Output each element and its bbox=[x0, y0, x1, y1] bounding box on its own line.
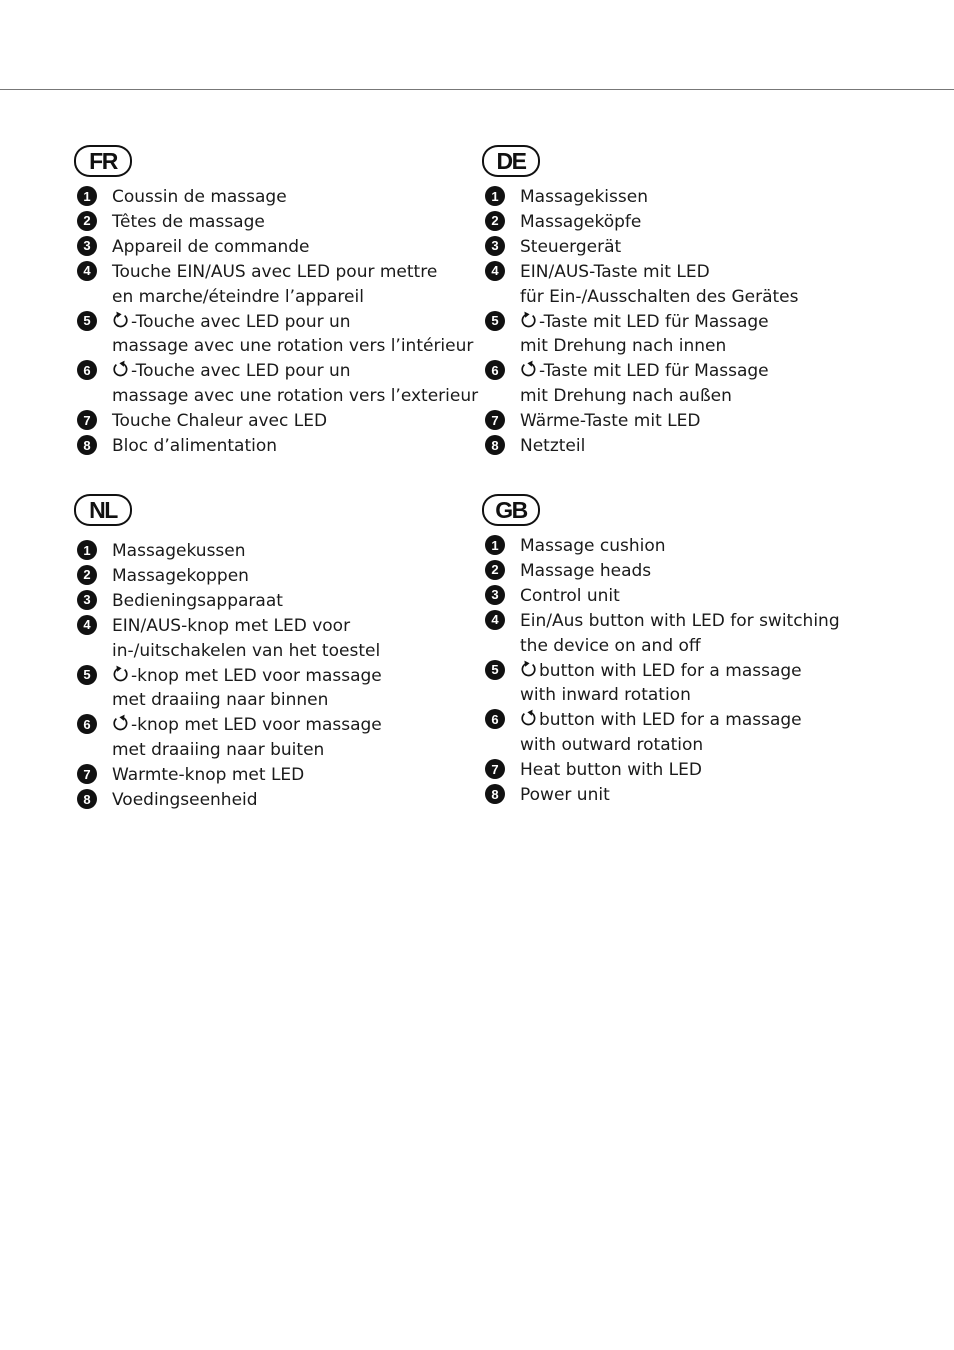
rotate-outward-icon bbox=[112, 715, 131, 735]
item-number-badge: 1 bbox=[485, 186, 505, 206]
rotate-inward-icon bbox=[112, 666, 131, 686]
item-number-badge: 5 bbox=[77, 311, 97, 331]
item-number-badge: 2 bbox=[485, 560, 505, 580]
list-item bbox=[74, 664, 492, 714]
list-item bbox=[482, 609, 900, 659]
list-item bbox=[74, 564, 492, 589]
list-item bbox=[74, 788, 492, 813]
language-badge-de: DE bbox=[482, 145, 540, 177]
item-number-badge: 4 bbox=[77, 615, 97, 635]
item-number-badge: 6 bbox=[77, 714, 97, 734]
item-text: Appareil de commande bbox=[112, 236, 310, 257]
item-text: für Ein-/Ausschalten des Gerätes bbox=[520, 286, 799, 307]
item-number-badge: 5 bbox=[485, 311, 505, 331]
item-text: Massagekissen bbox=[520, 187, 648, 207]
item-text: the device on and off bbox=[520, 635, 701, 656]
item-text: massage avec une rotation vers l’exterieur bbox=[112, 386, 479, 407]
item-number-badge: 7 bbox=[485, 410, 505, 430]
item-text: EIN/AUS-Taste mit LED bbox=[520, 261, 710, 282]
item-text: Wärme-Taste mit LED bbox=[520, 411, 701, 432]
item-number-badge: 6 bbox=[485, 360, 505, 380]
item-text: -Touche avec LED pour un bbox=[131, 311, 351, 332]
item-text: in-/uitschakelen van het toestel bbox=[112, 640, 381, 661]
item-text: button with LED for a massage bbox=[539, 710, 802, 731]
item-number-badge: 1 bbox=[77, 540, 97, 560]
item-text: Power unit bbox=[520, 785, 610, 806]
list-item bbox=[482, 235, 900, 260]
rotate-inward-icon bbox=[112, 312, 131, 332]
rotate-inward-icon bbox=[520, 312, 539, 332]
item-number-badge: 4 bbox=[485, 610, 505, 630]
item-text: Netzteil bbox=[520, 436, 586, 457]
list-item bbox=[74, 210, 492, 235]
item-number-badge: 8 bbox=[485, 784, 505, 804]
list-item bbox=[482, 359, 900, 409]
item-text: Warmte-knop met LED bbox=[112, 765, 305, 786]
list-item bbox=[482, 434, 900, 459]
list-item bbox=[482, 559, 900, 584]
item-number-badge: 1 bbox=[77, 186, 97, 206]
item-text: Bedieningsapparaat bbox=[112, 590, 283, 611]
parts-list bbox=[74, 539, 492, 813]
item-number-badge: 4 bbox=[485, 261, 505, 281]
item-text: -knop met LED voor massage bbox=[131, 665, 382, 686]
list-item bbox=[74, 539, 492, 564]
list-item bbox=[482, 310, 900, 360]
list-item bbox=[482, 758, 900, 783]
item-text: Têtes de massage bbox=[112, 211, 265, 232]
list-item bbox=[74, 763, 492, 788]
list-item bbox=[74, 614, 492, 664]
item-text: with outward rotation bbox=[520, 735, 704, 756]
list-item bbox=[74, 409, 492, 434]
item-number-badge: 5 bbox=[77, 665, 97, 685]
item-text: Voedingseenheid bbox=[112, 790, 258, 811]
item-number-badge: 8 bbox=[77, 435, 97, 455]
list-item bbox=[74, 235, 492, 260]
item-text: Bloc d’alimentation bbox=[112, 436, 278, 457]
list-item bbox=[482, 659, 900, 709]
rotate-outward-icon bbox=[112, 361, 131, 381]
rotate-outward-icon bbox=[520, 361, 539, 381]
item-text: -Taste mit LED für Massage bbox=[539, 361, 769, 382]
item-text: Heat button with LED bbox=[520, 760, 702, 781]
parts-list bbox=[482, 185, 900, 459]
list-item bbox=[482, 409, 900, 434]
list-item bbox=[74, 713, 492, 763]
item-number-badge: 6 bbox=[485, 709, 505, 729]
item-text: Ein/Aus button with LED for switching bbox=[520, 610, 840, 631]
parts-list bbox=[74, 185, 492, 459]
list-item bbox=[74, 359, 492, 409]
item-text: with inward rotation bbox=[520, 685, 691, 706]
language-badge-fr: FR bbox=[74, 145, 132, 177]
item-number-badge: 1 bbox=[485, 535, 505, 555]
item-number-badge: 3 bbox=[77, 236, 97, 256]
item-number-badge: 2 bbox=[77, 211, 97, 231]
list-item bbox=[74, 434, 492, 459]
item-text: button with LED for a massage bbox=[539, 660, 802, 681]
item-number-badge: 3 bbox=[485, 585, 505, 605]
item-text: Touche Chaleur avec LED bbox=[112, 411, 328, 432]
language-badge-gb: GB bbox=[482, 494, 540, 526]
item-text: Touche EIN/AUS avec LED pour mettre bbox=[112, 261, 438, 282]
parts-list bbox=[482, 534, 900, 808]
item-text: met draaiing naar binnen bbox=[112, 690, 329, 711]
list-item bbox=[482, 783, 900, 808]
item-text: -Taste mit LED für Massage bbox=[539, 311, 769, 332]
item-text: -Touche avec LED pour un bbox=[131, 361, 351, 382]
item-number-badge: 7 bbox=[77, 764, 97, 784]
item-number-badge: 8 bbox=[77, 789, 97, 809]
item-number-badge: 8 bbox=[485, 435, 505, 455]
item-text: Coussin de massage bbox=[112, 187, 287, 207]
item-text: Control unit bbox=[520, 585, 620, 606]
item-number-badge: 3 bbox=[77, 590, 97, 610]
item-text: mit Drehung nach innen bbox=[520, 336, 727, 357]
rotate-outward-icon bbox=[520, 710, 539, 730]
item-text: mit Drehung nach außen bbox=[520, 386, 732, 407]
item-number-badge: 5 bbox=[485, 660, 505, 680]
item-number-badge: 7 bbox=[77, 410, 97, 430]
item-number-badge: 7 bbox=[485, 759, 505, 779]
item-number-badge: 2 bbox=[485, 211, 505, 231]
language-badge-nl: NL bbox=[74, 494, 132, 526]
item-text: en marche/éteindre l’appareil bbox=[112, 286, 364, 307]
list-item bbox=[482, 210, 900, 235]
item-text: EIN/AUS-knop met LED voor bbox=[112, 615, 351, 636]
item-text: massage avec une rotation vers l’intérieur bbox=[112, 336, 474, 357]
list-item bbox=[74, 260, 492, 310]
item-text: Massagekussen bbox=[112, 541, 246, 561]
list-item bbox=[482, 708, 900, 758]
item-text: -knop met LED voor massage bbox=[131, 715, 382, 736]
list-item bbox=[74, 310, 492, 360]
list-item bbox=[482, 185, 900, 210]
item-text: Massage heads bbox=[520, 560, 652, 581]
item-text: Massageköpfe bbox=[520, 211, 642, 232]
item-text: met draaiing naar buiten bbox=[112, 740, 325, 761]
item-number-badge: 2 bbox=[77, 565, 97, 585]
item-number-badge: 4 bbox=[77, 261, 97, 281]
list-item bbox=[482, 534, 900, 559]
list-item bbox=[74, 589, 492, 614]
item-text: Massagekoppen bbox=[112, 565, 249, 586]
rotate-inward-icon bbox=[520, 661, 539, 681]
list-item bbox=[482, 584, 900, 609]
item-text: Steuergerät bbox=[520, 236, 622, 257]
item-text: Massage cushion bbox=[520, 536, 666, 556]
list-item bbox=[74, 185, 492, 210]
header-rule bbox=[0, 89, 954, 90]
item-number-badge: 6 bbox=[77, 360, 97, 380]
list-item bbox=[482, 260, 900, 310]
item-number-badge: 3 bbox=[485, 236, 505, 256]
